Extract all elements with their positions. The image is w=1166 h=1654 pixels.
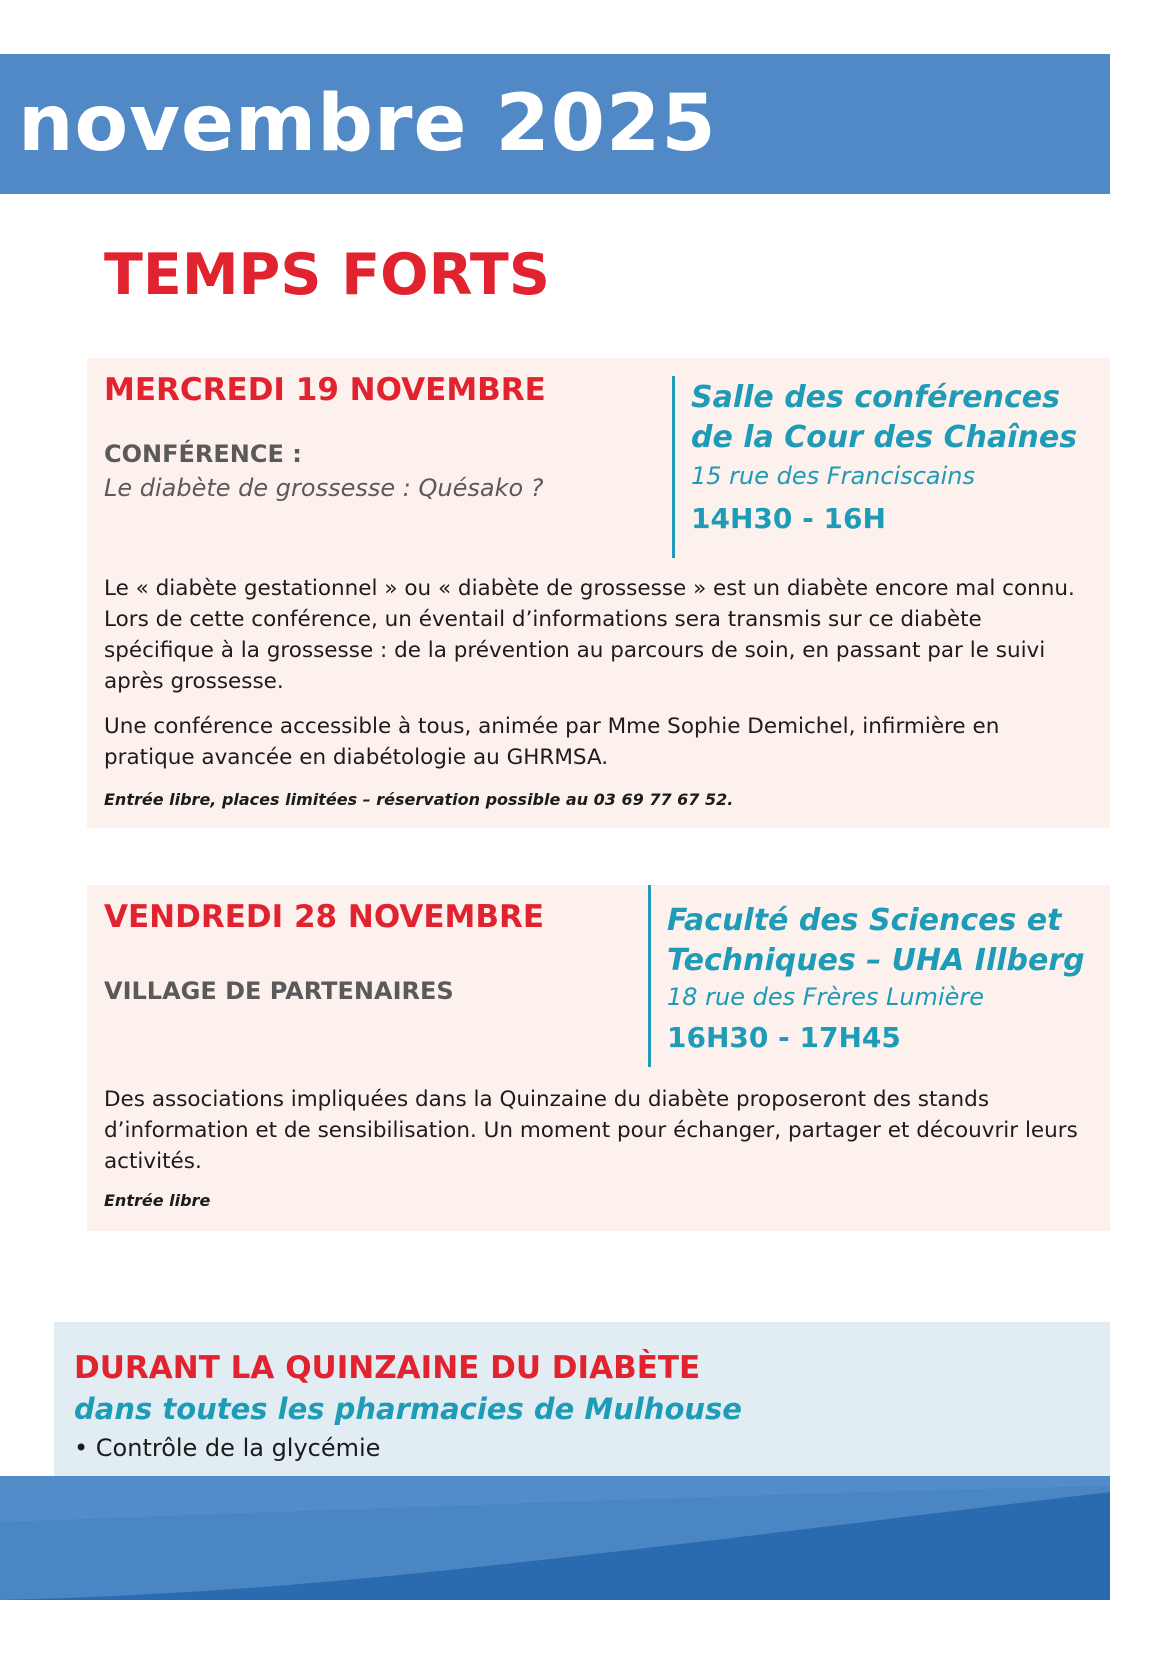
venue-address: 15 rue des Franciscains xyxy=(691,462,976,490)
event-kind: VILLAGE DE PARTENAIRES xyxy=(104,977,454,1005)
event-note: Entrée libre, places limitées – réservation possible au 03 69 77 67 52. xyxy=(104,790,734,809)
page-title: novembre 2025 xyxy=(18,79,717,169)
event-day: VENDREDI 28 NOVEMBRE xyxy=(104,899,545,935)
venue-divider xyxy=(672,376,675,558)
venue-name-line2: Techniques – UHA Illberg xyxy=(667,943,1085,978)
decorative-wave xyxy=(0,1476,1110,1600)
event-day: MERCREDI 19 NOVEMBRE xyxy=(104,372,546,408)
event-description: Le « diabète gestationnel » ou « diabète de grossesse » est un diabète encore mal connu. Lors de cette conférence, un éventail d’informations sera transmis sur ce diabète spécifique à la grossesse : de la prévention au parcours de soin, en passant par le suivi après grossesse. xyxy=(104,576,1075,694)
event-card xyxy=(87,885,1110,1231)
venue-name-line1: Faculté des Sciences et xyxy=(667,903,1062,938)
event-card xyxy=(87,358,1110,828)
event-note: Entrée libre xyxy=(104,1191,211,1210)
pharmacy-info-box xyxy=(54,1322,1110,1479)
event-description: Une conférence accessible à tous, animée par Mme Sophie Demichel, infirmière en pratique avancée en diabétologie au GHRMSA. xyxy=(104,714,1000,770)
section-title: TEMPS FORTS xyxy=(104,242,550,308)
event-hours: 16H30 - 17H45 xyxy=(667,1021,901,1054)
venue-name-line2: de la Cour des Chaînes xyxy=(691,420,1078,455)
info-title: DURANT LA QUINZAINE DU DIABÈTE xyxy=(74,1350,701,1386)
event-kind: CONFÉRENCE : xyxy=(104,440,302,468)
venue-address: 18 rue des Frères Lumière xyxy=(667,983,985,1011)
venue-name-line1: Salle des conférences xyxy=(691,380,1060,415)
event-subtitle: Le diabète de grossesse : Quésako ? xyxy=(104,474,544,502)
info-subtitle: dans toutes les pharmacies de Mulhouse xyxy=(74,1392,742,1426)
venue-divider xyxy=(648,885,651,1067)
event-description: Des associations impliquées dans la Quinzaine du diabète proposeront des stands d’information et de sensibilisation. Un moment pour échanger, partager et découvrir leurs activités. xyxy=(104,1087,1078,1174)
info-list-item: • Contrôle de la glycémie xyxy=(74,1434,381,1462)
event-hours: 14H30 - 16H xyxy=(691,502,886,535)
